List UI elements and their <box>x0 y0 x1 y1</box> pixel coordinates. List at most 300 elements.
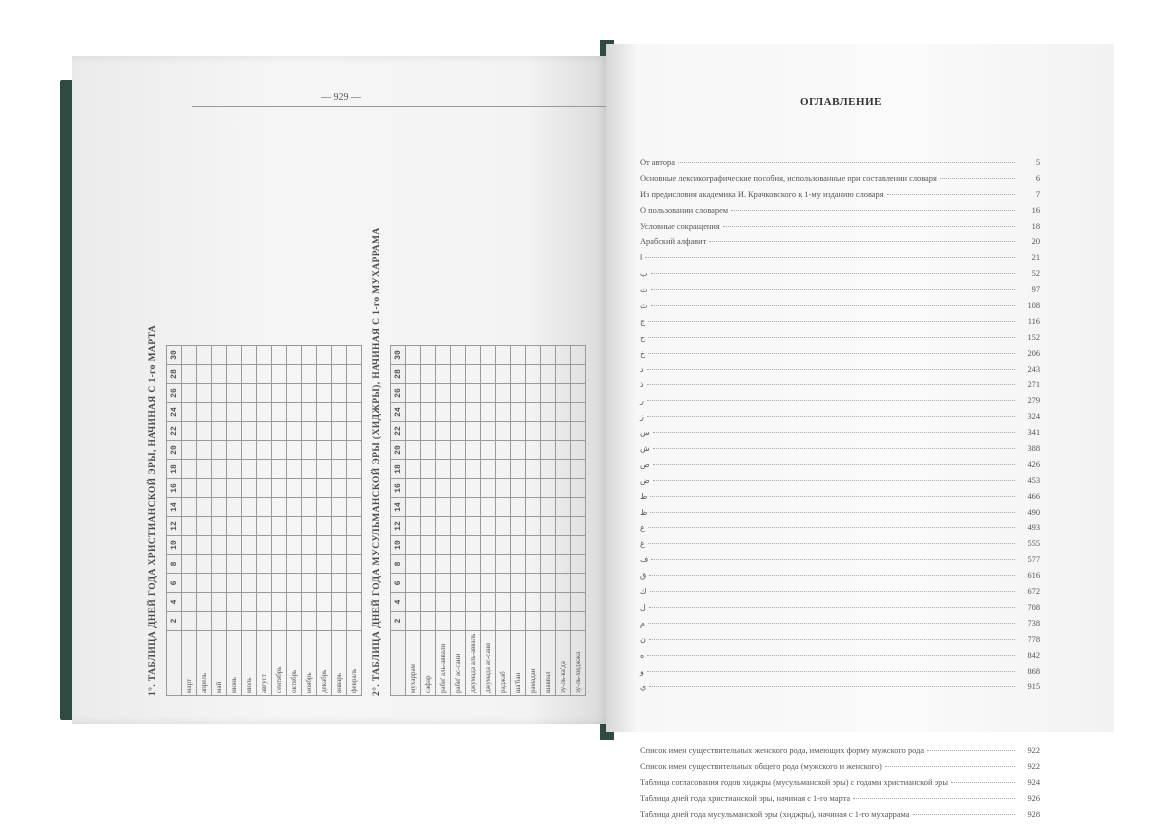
table-cell <box>287 460 302 479</box>
dot-leader <box>648 623 1015 624</box>
table-cell <box>406 517 421 536</box>
table-cell <box>511 441 526 460</box>
table-cell <box>481 536 496 555</box>
table-cell <box>257 365 272 384</box>
column-header: 20 <box>167 441 182 460</box>
month-label: сафар <box>421 631 436 696</box>
table-cell <box>197 536 212 555</box>
dot-leader <box>651 559 1015 560</box>
table-cell <box>526 346 541 365</box>
table-cell <box>571 479 586 498</box>
table-cell <box>182 536 197 555</box>
table-cell <box>421 479 436 498</box>
table-cell <box>317 403 332 422</box>
toc-entry-title: О пользовании словарем <box>640 205 729 215</box>
toc-entry <box>640 396 1040 412</box>
table-cell <box>182 403 197 422</box>
toc-page-number: 97 <box>1031 285 1040 295</box>
table-cell <box>287 593 302 612</box>
table-cell <box>257 346 272 365</box>
toc-entry-title: ط <box>640 491 648 501</box>
table-cell <box>496 593 511 612</box>
column-header: 28 <box>391 365 406 384</box>
table-cell <box>242 403 257 422</box>
toc-page-number: 5 <box>1035 158 1040 167</box>
table-cell <box>212 517 227 536</box>
column-header: 10 <box>167 536 182 555</box>
toc-page-number: 926 <box>1027 793 1040 803</box>
table-cell <box>257 574 272 593</box>
table-cell <box>406 384 421 403</box>
table-cell <box>481 479 496 498</box>
dot-leader <box>647 400 1015 401</box>
table-cell <box>406 422 421 441</box>
table-cell <box>436 593 451 612</box>
table-row <box>421 346 436 696</box>
toc-entry-title: ل <box>640 602 646 612</box>
toc-page-number: 52 <box>1031 269 1040 279</box>
toc-entry-title: Таблица дней года христианской эры, начиная с 1-го марта <box>640 793 851 803</box>
table-cell <box>257 517 272 536</box>
table-cell <box>242 555 257 574</box>
month-label: июль <box>242 631 257 696</box>
toc-entry-title: ن <box>640 634 646 644</box>
table2-title: 2°. ТАБЛИЦА ДНЕЙ ГОДА МУСУЛЬМАНСКОЙ ЭРЫ (ХИДЖРЫ), НАЧИНАЯ С 1-го МУХАРРАМА <box>372 227 382 696</box>
table-cell <box>436 574 451 593</box>
table-cell <box>287 346 302 365</box>
table-cell <box>406 479 421 498</box>
table-cell <box>451 593 466 612</box>
table-cell <box>347 346 362 365</box>
dot-leader <box>647 369 1015 370</box>
table-row <box>347 346 362 696</box>
table-cell <box>227 593 242 612</box>
table-cell <box>332 536 347 555</box>
page-number: — 929 — <box>321 92 361 103</box>
toc-entry <box>640 301 1040 317</box>
table-cell <box>227 460 242 479</box>
table-cell <box>272 422 287 441</box>
table-cell <box>272 555 287 574</box>
table-cell <box>347 498 362 517</box>
table-cell <box>317 460 332 479</box>
table-cell <box>556 517 571 536</box>
table-cell <box>272 346 287 365</box>
table-cell <box>242 365 257 384</box>
table-cell <box>227 403 242 422</box>
table-cell <box>212 365 227 384</box>
table-cell <box>347 555 362 574</box>
month-label: джумада ас-сани <box>481 631 496 696</box>
dot-leader <box>651 289 1015 290</box>
table-cell <box>227 612 242 631</box>
column-header: 18 <box>391 460 406 479</box>
table-cell <box>421 593 436 612</box>
table-cell <box>541 365 556 384</box>
toc-page-number: 490 <box>1027 507 1040 517</box>
table-cell <box>302 403 317 422</box>
table-row <box>451 346 466 696</box>
toc-entry <box>640 237 1040 253</box>
table-cell <box>466 441 481 460</box>
table-cell <box>272 517 287 536</box>
table-cell <box>571 384 586 403</box>
table-cell <box>242 441 257 460</box>
table-cell <box>227 574 242 593</box>
table-cell <box>496 612 511 631</box>
table-cell <box>317 422 332 441</box>
table-cell <box>571 612 586 631</box>
table-cell <box>332 346 347 365</box>
table-cell <box>421 365 436 384</box>
month-label: мухаррам <box>406 631 421 696</box>
toc-page-number: 388 <box>1027 444 1040 454</box>
dot-leader <box>651 273 1015 274</box>
table-cell <box>257 612 272 631</box>
table-of-contents <box>640 158 1040 826</box>
table-cell <box>511 498 526 517</box>
toc-entry-title: Условные сокращения <box>640 221 720 231</box>
toc-page-number: 928 <box>1027 809 1040 819</box>
table-cell <box>302 346 317 365</box>
column-header: 10 <box>391 536 406 555</box>
table-cell <box>481 441 496 460</box>
table-cell <box>272 536 287 555</box>
table-cell <box>511 422 526 441</box>
table-cell <box>451 441 466 460</box>
table-cell <box>511 517 526 536</box>
toc-page-number: 341 <box>1027 428 1040 438</box>
table-cell <box>436 460 451 479</box>
table-cell <box>421 498 436 517</box>
toc-page-number: 324 <box>1027 412 1040 422</box>
table-cell <box>526 593 541 612</box>
table-cell <box>182 441 197 460</box>
toc-page-number: 279 <box>1027 396 1040 406</box>
table-cell <box>451 612 466 631</box>
table-row <box>257 346 272 696</box>
toc-entry-title: Арабский алфавит <box>640 237 707 247</box>
table-cell <box>511 403 526 422</box>
toc-entry <box>640 794 1040 810</box>
toc-entry-title: ظ <box>640 507 648 517</box>
column-header: 26 <box>391 384 406 403</box>
table-cell <box>197 403 212 422</box>
table-cell <box>347 460 362 479</box>
table-cell <box>242 498 257 517</box>
dot-leader <box>648 527 1015 528</box>
toc-entry <box>640 253 1040 269</box>
table-cell <box>406 555 421 574</box>
table-cell <box>302 479 317 498</box>
table-cell <box>451 479 466 498</box>
table-cell <box>242 422 257 441</box>
table2-grid <box>390 345 586 696</box>
dot-leader <box>885 766 1015 767</box>
toc-entry-title: غ <box>640 539 645 549</box>
table-cell <box>451 498 466 517</box>
table-cell <box>197 384 212 403</box>
toc-page-number: 922 <box>1027 746 1040 756</box>
table-cell <box>556 365 571 384</box>
dot-leader <box>648 353 1015 354</box>
table-cell <box>556 593 571 612</box>
table-cell <box>406 346 421 365</box>
table-cell <box>541 403 556 422</box>
header-rule <box>192 106 652 107</box>
dot-leader <box>649 575 1015 576</box>
table-cell <box>182 593 197 612</box>
column-header: 24 <box>167 403 182 422</box>
table-cell <box>257 422 272 441</box>
table-cell <box>496 384 511 403</box>
toc-entry-title: Из предисловия академика И. Крачковского к 1-му изданию словаря <box>640 189 884 199</box>
table-cell <box>347 422 362 441</box>
table-cell <box>317 612 332 631</box>
toc-entry-title: ه <box>640 650 645 660</box>
table-cell <box>556 479 571 498</box>
table-cell <box>496 422 511 441</box>
month-label: декабрь <box>317 631 332 696</box>
table-cell <box>481 574 496 593</box>
toc-entry-title: د <box>640 364 644 374</box>
table-cell <box>406 536 421 555</box>
table-cell <box>317 517 332 536</box>
column-header: 14 <box>167 498 182 517</box>
table-cell <box>302 422 317 441</box>
toc-entry <box>640 492 1040 508</box>
table-cell <box>212 479 227 498</box>
table-cell <box>406 460 421 479</box>
table-cell <box>227 346 242 365</box>
column-header: 30 <box>391 346 406 365</box>
table-cell <box>287 365 302 384</box>
table-cell <box>317 479 332 498</box>
table-cell <box>347 612 362 631</box>
table-cell <box>302 460 317 479</box>
table-cell <box>197 479 212 498</box>
table-cell <box>317 346 332 365</box>
table-cell <box>511 460 526 479</box>
table-cell <box>466 555 481 574</box>
dot-leader <box>951 782 1015 783</box>
table-cell <box>227 479 242 498</box>
month-label: февраль <box>347 631 362 696</box>
toc-entry <box>640 317 1040 333</box>
table-cell <box>332 460 347 479</box>
table-cell <box>421 612 436 631</box>
month-label: шаввал <box>541 631 556 696</box>
toc-entry-title: Таблица согласования годов хиджры (мусульманской эры) с годами христианской эры <box>640 778 948 788</box>
table-cell <box>182 365 197 384</box>
toc-entry <box>640 810 1040 826</box>
table-cell <box>182 555 197 574</box>
table-cell <box>571 346 586 365</box>
left-page <box>72 56 610 724</box>
table-cell <box>182 574 197 593</box>
month-label: август <box>257 631 272 696</box>
table-cell <box>421 555 436 574</box>
table-cell <box>466 593 481 612</box>
table-cell <box>511 612 526 631</box>
column-header: 6 <box>167 574 182 593</box>
toc-page-number: 453 <box>1027 475 1040 485</box>
table-cell <box>317 441 332 460</box>
toc-entry <box>640 444 1040 460</box>
toc-page-number: 271 <box>1027 380 1040 390</box>
table-cell <box>212 384 227 403</box>
table-cell <box>466 422 481 441</box>
toc-entry <box>640 365 1040 381</box>
table-cell <box>481 517 496 536</box>
table-cell <box>436 517 451 536</box>
table-cell <box>541 384 556 403</box>
table-cell <box>182 517 197 536</box>
toc-entry-title: ف <box>640 555 649 565</box>
table-cell <box>556 555 571 574</box>
month-label: май <box>212 631 227 696</box>
column-header: 26 <box>167 384 182 403</box>
table-cell <box>242 517 257 536</box>
table-cell <box>511 536 526 555</box>
table-cell <box>287 517 302 536</box>
toc-page-number: 672 <box>1027 587 1040 597</box>
dot-leader <box>709 241 1015 242</box>
toc-page-number: 577 <box>1027 555 1040 565</box>
table-cell <box>197 517 212 536</box>
table-cell <box>212 593 227 612</box>
table-cell <box>242 460 257 479</box>
table-cell <box>571 441 586 460</box>
toc-entry <box>640 523 1040 539</box>
toc-entry-title: От автора <box>640 158 675 167</box>
column-header: 14 <box>391 498 406 517</box>
table-cell <box>227 517 242 536</box>
table-cell <box>541 593 556 612</box>
table-cell <box>451 403 466 422</box>
table-cell <box>317 498 332 517</box>
table-row <box>227 346 242 696</box>
month-label: рамадан <box>526 631 541 696</box>
table-cell <box>227 498 242 517</box>
toc-page-number: 922 <box>1027 762 1040 772</box>
table-cell <box>197 365 212 384</box>
dot-leader <box>647 655 1015 656</box>
toc-page-number: 842 <box>1027 650 1040 660</box>
month-label: зу-ль-ка'да <box>556 631 571 696</box>
table-cell <box>257 536 272 555</box>
table-cell <box>257 479 272 498</box>
table-cell <box>212 574 227 593</box>
table-row <box>496 346 511 696</box>
table-cell <box>421 574 436 593</box>
table-cell <box>571 517 586 536</box>
toc-entry-title: ض <box>640 475 650 485</box>
table-cell <box>436 555 451 574</box>
table-cell <box>347 574 362 593</box>
toc-entry <box>640 190 1040 206</box>
table-cell <box>496 555 511 574</box>
table-cell <box>526 441 541 460</box>
dot-leader <box>940 178 1015 179</box>
table-cell <box>421 536 436 555</box>
dot-leader <box>648 321 1015 322</box>
dot-leader <box>723 226 1015 227</box>
table-cell <box>436 479 451 498</box>
table-cell <box>556 422 571 441</box>
toc-entry-title: ت <box>640 285 648 295</box>
toc-page-number: 116 <box>1027 316 1040 326</box>
table-cell <box>451 517 466 536</box>
table-cell <box>541 574 556 593</box>
table-cell <box>526 555 541 574</box>
table-cell <box>451 460 466 479</box>
table-cell <box>272 403 287 422</box>
table-cell <box>556 612 571 631</box>
month-label: раби' аль-аввали <box>436 631 451 696</box>
column-header: 4 <box>167 593 182 612</box>
toc-entry-title: م <box>640 618 645 628</box>
table-header-row <box>391 346 406 696</box>
table-cell <box>571 555 586 574</box>
table-cell <box>287 612 302 631</box>
table-cell <box>242 346 257 365</box>
table-cell <box>332 441 347 460</box>
toc-entry-title: ذ <box>640 380 644 390</box>
table-cell <box>332 574 347 593</box>
table-cell <box>526 612 541 631</box>
table-row <box>481 346 496 696</box>
dot-leader <box>651 305 1015 306</box>
toc-entry-title: ك <box>640 587 647 597</box>
table-cell <box>272 384 287 403</box>
dot-leader <box>653 464 1015 465</box>
table-cell <box>406 365 421 384</box>
table-cell <box>436 536 451 555</box>
table-cell <box>287 536 302 555</box>
table-cell <box>571 422 586 441</box>
toc-page-number: 20 <box>1031 237 1040 247</box>
table-cell <box>466 517 481 536</box>
column-header: 2 <box>167 612 182 631</box>
toc-page-number: 7 <box>1035 189 1040 199</box>
table-cell <box>182 384 197 403</box>
toc-page-number: 868 <box>1027 666 1040 676</box>
month-label: апрель <box>197 631 212 696</box>
table-cell <box>332 612 347 631</box>
dot-leader <box>927 750 1015 751</box>
table-row <box>272 346 287 696</box>
column-header: 28 <box>167 365 182 384</box>
table-cell <box>347 403 362 422</box>
table-row <box>511 346 526 696</box>
table-cell <box>556 536 571 555</box>
table-cell <box>526 384 541 403</box>
dot-leader <box>650 496 1015 497</box>
column-header: 24 <box>391 403 406 422</box>
table-cell <box>511 479 526 498</box>
month-label: июнь <box>227 631 242 696</box>
table-cell <box>436 422 451 441</box>
toc-entry-title: Основные лексикографические пособия, использованные при составлении словаря <box>640 173 937 183</box>
table-cell <box>451 574 466 593</box>
table-cell <box>242 574 257 593</box>
table-cell <box>332 555 347 574</box>
table1-grid <box>166 345 362 696</box>
table-cell <box>257 593 272 612</box>
toc-entry <box>640 158 1040 174</box>
table-cell <box>287 479 302 498</box>
